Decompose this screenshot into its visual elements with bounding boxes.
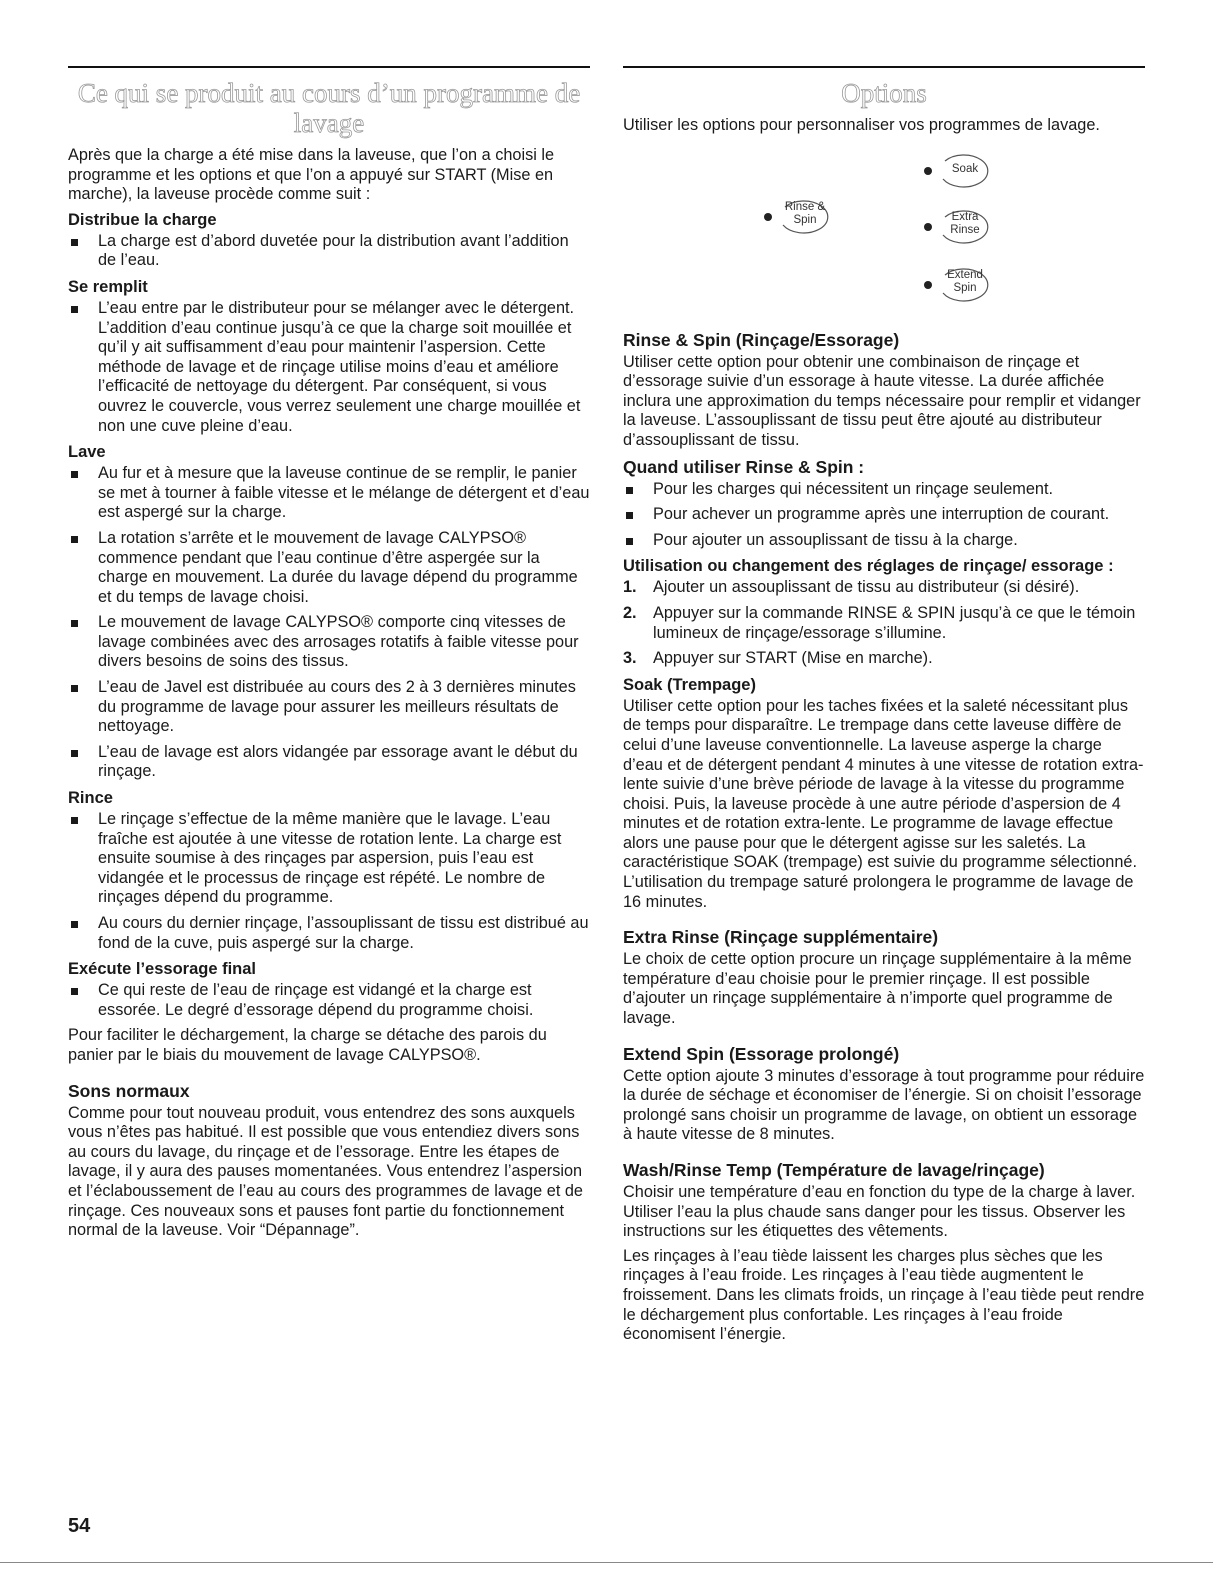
indicator-light-icon xyxy=(924,167,932,175)
rinse-spin-heading: Rinse & Spin (Rinçage/Essorage) xyxy=(623,329,900,350)
wash-cycle-title: Ce qui se produit au cours d’un programme de lavage xyxy=(77,78,581,138)
list-item: Le rinçage s’effectue de la même manière que le lavage. L’eau fraîche est ajoutée à une vitesse de rotation lente. La charge est ensuite soumise à des rinçages par aspersion, puis l’eau est vidangée et le processus de rinçage est répété. Le nombre de rinçages dépend du programme. xyxy=(68,810,590,908)
list-item: La rotation s’arrête et le mouvement de lavage CALYPSO® commence pendant que l’eau continue d’être aspergée sur la charge en mouvement. La durée du lavage dépend du programme et du temps de lavage choisi. xyxy=(68,529,590,607)
rinse-spin-text: Utiliser cette option pour obtenir une combinaison de rinçage et d’essorage suivie d’un essorage à haute vitesse. La durée affichée inclura une approximation du temps nécessaire pour remplir et vidanger la laveuse. L’assouplissant de tissu peut être ajouté au distributeur d’assouplissant de tissu. xyxy=(623,352,1141,449)
section-list xyxy=(68,232,590,271)
extend-spin-label-line2: Spin xyxy=(953,281,977,294)
extra-rinse-label-line1: Extra xyxy=(951,210,979,223)
closing-paragraph: Pour faciliter le déchargement, la charge se détache des parois du panier par le biais du mouvement de lavage CALYPSO®. xyxy=(68,1026,547,1064)
left-top-rule xyxy=(68,66,590,68)
indicator-light-icon xyxy=(924,281,932,289)
wash-cycle-intro: Après que la charge a été mise dans la laveuse, que l’on a choisi le programme et les options et que l’on a appuyé sur START (Mise en marche), la laveuse procède comme suit : xyxy=(68,146,555,204)
usage-heading: Utilisation ou changement des réglages de rinçage/ essorage : xyxy=(623,557,1114,576)
wash-rinse-temp-text-2: Les rinçages à l’eau tiède laissent les charges plus sèches que les rinçages à l’eau froide. Les rinçages à l’eau tiède augmentent le froissement. Dans les climats froids, un rinçage à l’eau tiède peut rendre le déchargement plus confortable. Les rinçages à l’eau froide économisent l’énergie. xyxy=(623,1246,1145,1344)
list-item: L’eau de lavage est alors vidangée par essorage avant le début du rinçage. xyxy=(68,743,590,782)
step-number: 1. xyxy=(623,578,637,597)
extend-spin-button xyxy=(921,263,991,305)
list-item: Pour ajouter un assouplissant de tissu à la charge. xyxy=(623,531,1145,551)
bottom-rule xyxy=(0,1562,1213,1563)
wash-rinse-temp-heading: Wash/Rinse Temp (Température de lavage/rinçage) xyxy=(623,1160,1045,1180)
list-item: L’eau entre par le distributeur pour se mélanger avec le détergent. L’addition d’eau continue jusqu’à ce que la charge soit mouillée et qu’il y ait suffisamment d’eau pour maintenir l’aspersion. Cette méthode de lavage et de rinçage utilise moins d’eau et améliore l’efficacité de nettoyage du détergent. Par conséquent, si vous ouvrez le couvercle, vous verrez seulement une charge mouillée et non une cuve pleine d’eau. xyxy=(68,299,590,436)
extend-spin-label-line1: Extend xyxy=(947,268,983,281)
left-column xyxy=(68,78,590,1246)
extra-rinse-text: Le choix de cette option procure un rinçage supplémentaire à la même température d’eau choisie pour le premier rinçage. Il est possible d’ajouter un rinçage supplémentaire à n’importe quel programme de lavage. xyxy=(623,950,1132,1028)
soak-text: Utiliser cette option pour les taches fixées et la saleté nécessitant plus de temps pour disparaître. Le trempage dans cette laveuse diffère de celui d’une laveuse conventionnelle. La laveuse asperge la charge d’eau et de détergent pendant 4 minutes à une vitesse de rotation extra-lente suivie d’une brève période de lavage à la vitesse du programme choisi. Puis, la laveuse procède à une autre période d’aspersion de 4 minutes et de rotation extra-lente. Le programme de lavage effectue alors une pause pour que le détergent agisse sur les saletés. La caractéristique SOAK (trempage) est suivie du programme sélectionné. L’utilisation du trempage saturé prolongera le programme de lavage de 16 minutes. xyxy=(623,696,1144,911)
wash-rinse-temp-text-1: Choisir une température d’eau en fonction du type de la charge à laver. Utiliser l’eau la plus chaude sans danger pour les tissus. Observer les instructions sur les étiquettes des vêtements. xyxy=(623,1183,1136,1241)
rinse-spin-label xyxy=(783,201,827,227)
soak-heading: Soak (Trempage) xyxy=(623,675,756,694)
when-to-use-heading: Quand utiliser Rinse & Spin : xyxy=(623,456,865,477)
right-column xyxy=(623,78,1145,1350)
sounds-heading: Sons normaux xyxy=(68,1080,190,1101)
section-heading: Distribue la charge xyxy=(68,210,217,229)
extend-spin-heading: Extend Spin (Essorage prolongé) xyxy=(623,1043,900,1064)
options-intro: Utiliser les options pour personnaliser vos programmes de lavage. xyxy=(623,116,1100,134)
list-item: Pour achever un programme après une interruption de courant. xyxy=(623,505,1145,525)
step-item xyxy=(623,578,1145,598)
list-item: Ce qui reste de l’eau de rinçage est vidangé et la charge est essorée. Le degré d’essorage dépend du programme choisi. xyxy=(68,981,590,1020)
section-heading: Rince xyxy=(68,789,113,808)
list-item: Pour les charges qui nécessitent un rinçage seulement. xyxy=(623,480,1145,500)
rinse-spin-label-line2: Spin xyxy=(793,213,817,226)
extra-rinse-label-line2: Rinse xyxy=(950,223,980,236)
section-heading: Exécute l’essorage final xyxy=(68,960,257,979)
indicator-light-icon xyxy=(764,213,772,221)
extend-spin-text: Cette option ajoute 3 minutes d’essorage à tout programme pour réduire la durée de séchage et économiser de l’énergie. Si on choisit l’essorage prolongé sans choisir un programme de lavage, on obtient un essorage à haute vitesse de 8 minutes. xyxy=(623,1066,1145,1144)
options-buttons-figure xyxy=(623,141,1145,321)
step-item xyxy=(623,649,1145,669)
section-heading: Lave xyxy=(68,443,106,462)
page-number: 54 xyxy=(68,1515,91,1537)
list-item: Au cours du dernier rinçage, l’assouplissant de tissu est distribué au fond de la cuve, puis aspergé sur la charge. xyxy=(68,914,590,953)
section-list xyxy=(68,299,590,436)
rinse-spin-button xyxy=(761,195,831,237)
when-to-use-list xyxy=(623,480,1145,551)
extra-rinse-button xyxy=(921,205,991,247)
section-list xyxy=(68,810,590,953)
section-list xyxy=(68,981,590,1020)
list-item: Au fur et à mesure que la laveuse continue de se remplir, le panier se met à tourner à faible vitesse et le mélange de détergent et d’eau est aspergé sur la charge. xyxy=(68,464,590,523)
step-number: 2. xyxy=(623,603,637,622)
step-text: Appuyer sur START (Mise en marche). xyxy=(653,649,933,668)
extend-spin-label xyxy=(943,269,987,295)
list-item: La charge est d’abord duvetée pour la distribution avant l’addition de l’eau. xyxy=(68,232,590,271)
rinse-spin-label-line1: Rinse & xyxy=(784,200,826,213)
section-list xyxy=(68,464,590,782)
step-item xyxy=(623,604,1145,643)
list-item: L’eau de Javel est distribuée au cours des 2 à 3 dernières minutes du programme de lavage pour assurer les meilleurs résultats de nettoyage. xyxy=(68,678,590,737)
section-heading: Se remplit xyxy=(68,277,148,296)
list-item: Le mouvement de lavage CALYPSO® comporte cinq vitesses de lavage combinées avec des arrosages rotatifs à faible vitesse pour divers besoins de soins des tissus. xyxy=(68,613,590,672)
extra-rinse-heading: Extra Rinse (Rinçage supplémentaire) xyxy=(623,927,939,948)
step-text: Appuyer sur la commande RINSE & SPIN jusqu’à ce que le témoin lumineux de rinçage/essorage s’illumine. xyxy=(653,603,1136,642)
usage-steps xyxy=(623,578,1145,668)
step-text: Ajouter un assouplissant de tissu au distributeur (si désiré). xyxy=(653,578,1080,597)
step-number: 3. xyxy=(623,649,637,668)
indicator-light-icon xyxy=(924,223,932,231)
options-title: Options xyxy=(841,78,927,108)
extra-rinse-label xyxy=(943,211,987,237)
soak-button xyxy=(921,149,991,191)
soak-label: Soak xyxy=(951,162,979,175)
sounds-paragraph: Comme pour tout nouveau produit, vous entendrez des sons auxquels vous n’êtes pas habitué. Il est possible que vous entendiez divers sons au cours du lavage, du rinçage et de l’essorage. Entre les étapes de lavage, il y aura des pauses momentanées. Vous entendrez l’aspersion et l’éclaboussement de l’eau au cours des programmes de lavage et de rinçage. Ces nouveaux sons et pauses font partie du fonctionnement normal de la laveuse. Voir “Dépannage”. xyxy=(68,1103,583,1240)
right-top-rule xyxy=(623,66,1145,68)
